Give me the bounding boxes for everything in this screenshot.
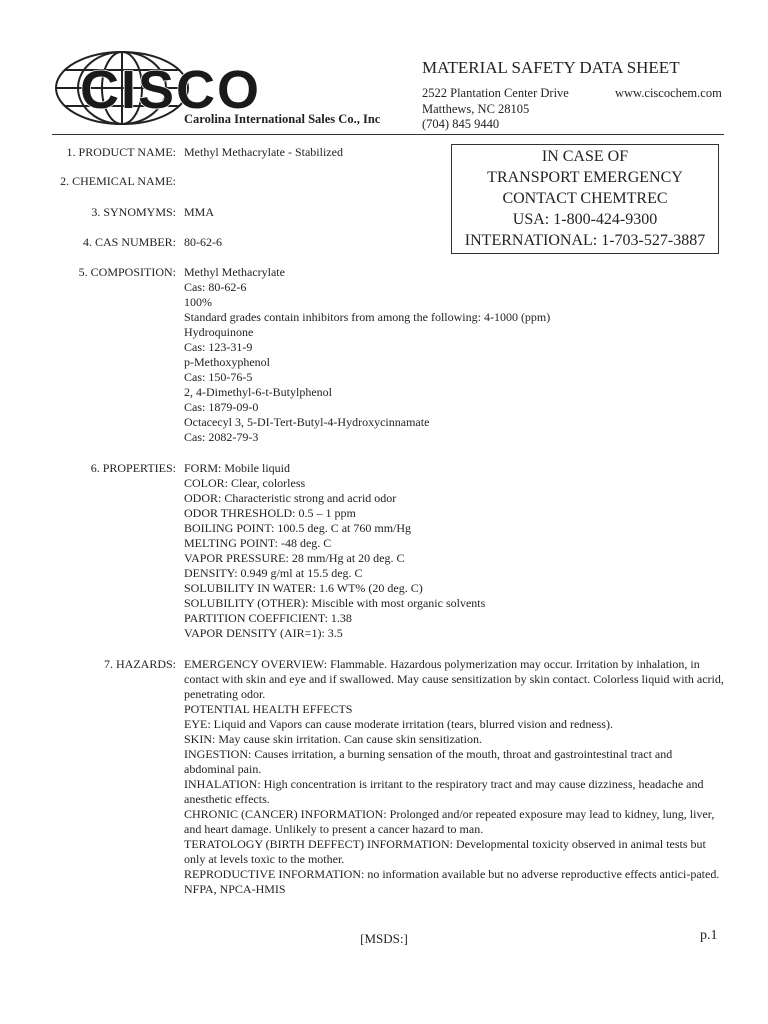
- chemical-name-label: 2. CHEMICAL NAME:: [60, 174, 176, 188]
- properties-list: [184, 461, 485, 641]
- list-item: PARTITION COEFFICIENT: 1.38: [184, 611, 352, 625]
- list-item: VAPOR PRESSURE: 28 mm/Hg at 20 deg. C: [184, 551, 405, 565]
- company-phone: (704) 845 9440: [422, 117, 500, 131]
- cas-number-label: 4. CAS NUMBER:: [82, 235, 176, 249]
- list-item: FORM: Mobile liquid: [184, 461, 291, 475]
- header-divider: [52, 134, 724, 135]
- list-item: POTENTIAL HEALTH EFFECTS: [184, 702, 353, 716]
- list-item: INGESTION: Causes irritation, a burning sensation of the mouth, throat and gastrointestinal tract and abdominal pain.: [184, 747, 673, 776]
- list-item: Methyl Methacrylate: [184, 265, 285, 279]
- list-item: MELTING POINT: -48 deg. C: [184, 536, 332, 550]
- document-title: MATERIAL SAFETY DATA SHEET: [422, 58, 680, 77]
- page-number: p.1: [700, 928, 718, 943]
- list-item: Cas: 1879-09-0: [184, 400, 259, 414]
- list-item: 100%: [184, 295, 212, 309]
- synonyms-label: 3. SYNOMYMS:: [91, 205, 176, 219]
- list-item: SKIN: May cause skin irritation. Can cause skin sensitization.: [184, 732, 482, 746]
- product-name-value: Methyl Methacrylate - Stabilized: [184, 145, 343, 159]
- emergency-line: CONTACT CHEMTREC: [502, 190, 668, 207]
- list-item: BOILING POINT: 100.5 deg. C at 760 mm/Hg: [184, 521, 412, 535]
- emergency-line: TRANSPORT EMERGENCY: [487, 169, 683, 186]
- company-name: Carolina International Sales Co., Inc: [184, 112, 381, 126]
- list-item: CHRONIC (CANCER) INFORMATION: Prolonged and/or repeated exposure may lead to kidney, lung, liver, and heart damage. Unlikely to present a cancer hazard to man.: [184, 807, 715, 836]
- address-line-2: Matthews, NC 28105: [422, 101, 530, 116]
- list-item: 2, 4-Dimethyl-6-t-Butylphenol: [184, 385, 332, 399]
- emergency-line: IN CASE OF: [541, 148, 629, 165]
- product-name-label: 1. PRODUCT NAME:: [66, 145, 176, 159]
- list-item: SOLUBILITY IN WATER: 1.6 WT% (20 deg. C): [184, 581, 423, 595]
- list-item: NFPA, NPCA-HMIS: [184, 882, 286, 896]
- list-item: COLOR: Clear, colorless: [184, 476, 306, 490]
- logo-wordmark: CISCO: [80, 60, 262, 120]
- hazards-list: [184, 657, 724, 897]
- list-item: DENSITY: 0.949 g/ml at 15.5 deg. C: [184, 566, 363, 580]
- list-item: Cas: 123-31-9: [184, 340, 253, 354]
- company-address: [422, 86, 569, 133]
- list-item: EMERGENCY OVERVIEW: Flammable. Hazardous polymerization may occur. Irritation by inhalation, in contact with skin and eye and if swallowed. May cause sensitization by skin contact. Colorless liquid with acrid, penetrating odor.: [184, 657, 724, 701]
- cas-number-value: 80-62-6: [184, 235, 222, 249]
- list-item: SOLUBILITY (OTHER): Miscible with most organic solvents: [184, 596, 486, 610]
- emergency-line: USA: 1-800-424-9300: [512, 211, 658, 228]
- list-item: Hydroquinone: [184, 325, 254, 339]
- company-website: www.ciscochem.com: [615, 86, 722, 100]
- list-item: Standard grades contain inhibitors from among the following: 4-1000 (ppm): [184, 310, 551, 324]
- list-item: INHALATION: High concentration is irritant to the respiratory tract and may cause dizziness, headache and anesthetic effects.: [184, 777, 704, 806]
- emergency-line: INTERNATIONAL: 1-703-527-3887: [464, 232, 706, 249]
- composition-label: 5. COMPOSITION:: [78, 265, 176, 279]
- list-item: p-Methoxyphenol: [184, 355, 270, 369]
- list-item: Cas: 80-62-6: [184, 280, 247, 294]
- list-item: EYE: Liquid and Vapors can cause moderate irritation (tears, blurred vision and redness).: [184, 717, 613, 731]
- list-item: TERATOLOGY (BIRTH DEFFECT) INFORMATION: Developmental toxicity observed in animal tests but only at levels toxic to the mother.: [184, 837, 706, 866]
- emergency-contact-box: [451, 144, 719, 254]
- hazards-label: 7. HAZARDS:: [103, 657, 176, 671]
- list-item: ODOR: Characteristic strong and acrid odor: [184, 491, 397, 505]
- list-item: VAPOR DENSITY (AIR=1): 3.5: [184, 626, 343, 640]
- properties-label: 6. PROPERTIES:: [90, 461, 176, 475]
- address-line-1: 2522 Plantation Center Drive: [422, 86, 569, 100]
- list-item: ODOR THRESHOLD: 0.5 – 1 ppm: [184, 506, 356, 520]
- composition-list: [184, 265, 550, 445]
- list-item: Octacecyl 3, 5-DI-Tert-Butyl-4-Hydroxycinnamate: [184, 415, 430, 429]
- list-item: Cas: 2082-79-3: [184, 430, 259, 444]
- list-item: Cas: 150-76-5: [184, 370, 253, 384]
- footer-msds-code: [MSDS:]: [360, 931, 408, 946]
- synonyms-value: MMA: [184, 205, 215, 219]
- list-item: REPRODUCTIVE INFORMATION: no information available but no adverse reproductive effects antici-pated.: [184, 867, 720, 881]
